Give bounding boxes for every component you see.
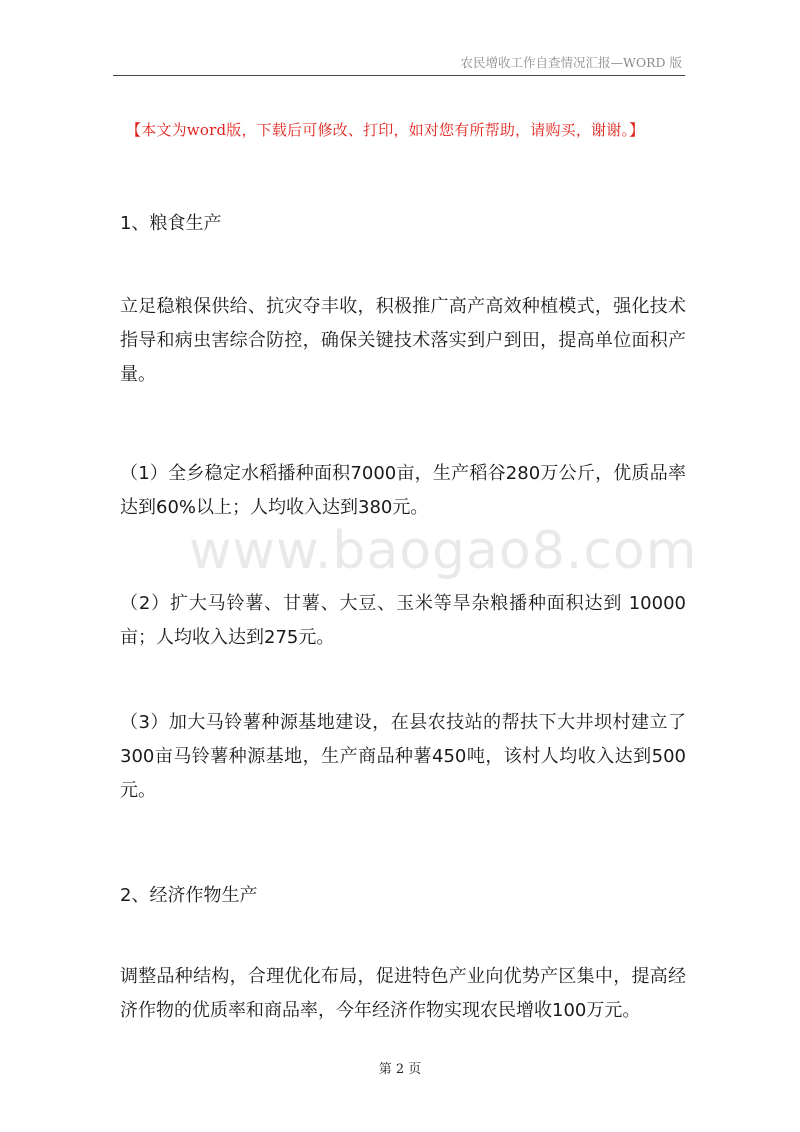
paragraph-grain-intro: 立足稳粮保供给、抗灾夺丰收，积极推广高产高效种植模式，强化技术指导和病虫害综合防控，确保关键技术落实到户到田，提高单位面积产量。 <box>120 296 686 385</box>
paragraph-item-2: （2）扩大马铃薯、甘薯、大豆、玉米等旱杂粮播种面积达到 10000亩；人均收入达到275元。 <box>120 593 686 648</box>
section-heading-grain: 1、粮食生产 <box>120 213 222 234</box>
paragraph-item-3: （3）加大马铃薯种源基地建设，在县农技站的帮扶下大井坝村建立了300亩马铃薯种源基地，生产商品种薯450吨，该村人均收入达到500元。 <box>120 712 686 801</box>
watermark: www.baogao8.com <box>189 521 698 581</box>
header-divider <box>113 75 685 76</box>
download-notice: 【本文为word版，下载后可修改、打印，如对您有所帮助，请购买，谢谢。】 <box>126 121 645 139</box>
paragraph-cash-intro: 调整品种结构，合理优化布局，促进特色产业向优势产区集中，提高经济作物的优质率和商品率，今年经济作物实现农民增收100万元。 <box>120 966 686 1021</box>
paragraph-item-1: （1）全乡稳定水稻播种面积7000亩，生产稻谷280万公斤，优质品率达到60%以上；人均收入达到380元。 <box>120 463 686 518</box>
page-number: 第 2 页 <box>378 1062 422 1077</box>
section-heading-cash-crops: 2、经济作物生产 <box>120 885 258 906</box>
document-header-title: 农民增收工作自查情况汇报—WORD 版 <box>460 55 682 70</box>
